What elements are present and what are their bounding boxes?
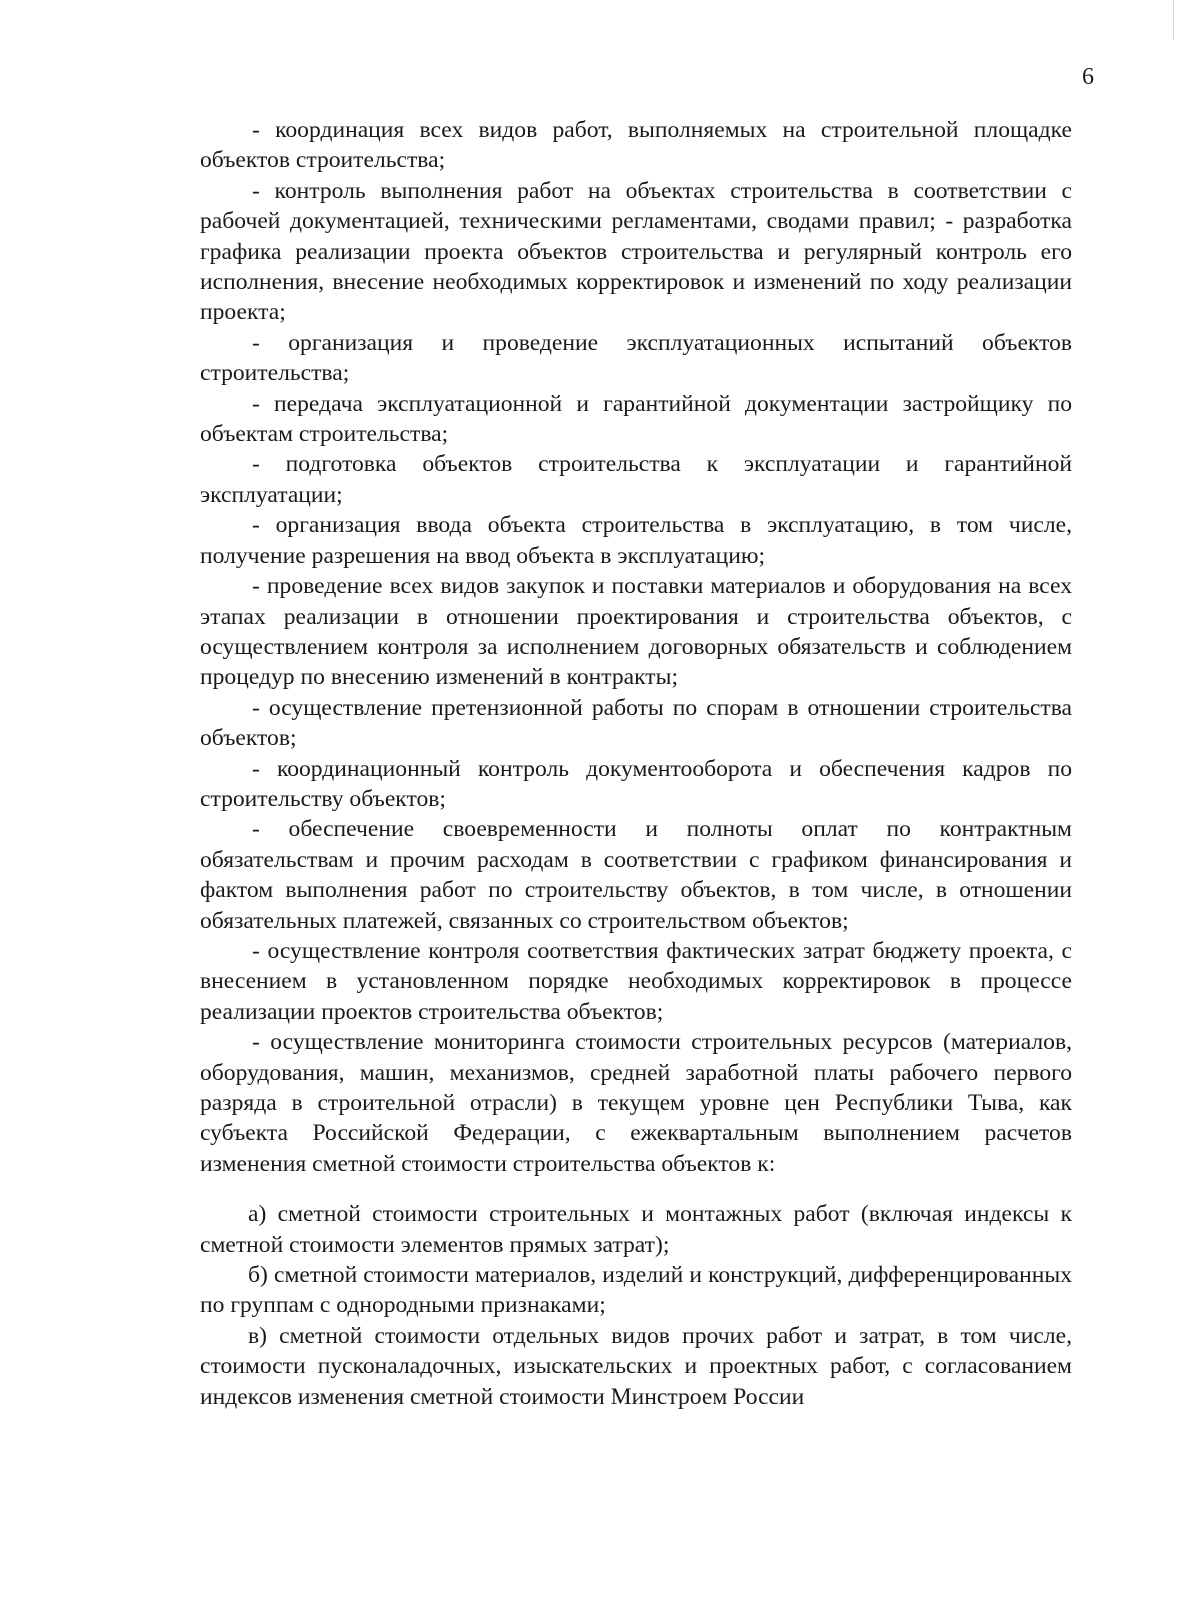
- scan-edge-mark: [1173, 0, 1174, 40]
- sub-item-a: а) сметной стоимости строительных и монтажных работ (включая индексы к сметной стоимости элементов прямых затрат);: [200, 1201, 1072, 1258]
- paragraph-operation-preparation: - подготовка объектов строительства к эксплуатации и гарантийной эксплуатации;: [200, 451, 1072, 508]
- paragraph-budget-control: - осуществление контроля соответствия фактических затрат бюджету проекта, с внесением в установленном порядке необходимых корректировок в процессе реализации проектов строительства объектов;: [200, 937, 1072, 1025]
- sub-item-c: в) сметной стоимости отдельных видов прочих работ и затрат, в том числе, стоимости пусконаладочных, изыскательских и проектных работ, с согласованием индексов изменения сметной стоимости Минстроем России: [200, 1322, 1072, 1410]
- paragraph-operational-tests: - организация и проведение эксплуатационных испытаний объектов строительства;: [200, 329, 1072, 387]
- paragraph-document-flow: - координационный контроль документооборота и обеспечения кадров по строительству объектов;: [200, 755, 1072, 812]
- paragraph-cost-monitoring: - осуществление мониторинга стоимости строительных ресурсов (материалов, оборудования, машин, механизмов, средней заработной платы рабочего первого разряда в строительной отрасли) в текущем уровне цен Республики Тыва, как субъекта Российской Федерации, с ежеквартальным выполнением расчетов изменения сметной стоимости строительства объектов к:: [200, 1029, 1072, 1177]
- paragraph-work-control: - контроль выполнения работ на объектах строительства в соответствии с рабочей документацией, техническими регламентами, сводами правил; - разработка графика реализации проекта объектов строительства и регулярный контроль его исполнения, внесение необходимых корректировок и изменений по ходу реализации проекта;: [200, 177, 1072, 326]
- paragraph-coordination: - координация всех видов работ, выполняемых на строительной площадке объектов строительства;: [200, 117, 1072, 174]
- paragraph-procurement: - проведение всех видов закупок и поставки материалов и оборудования на всех этапах реализации в отношении проектирования и строительства объектов, с осуществлением контроля за исполнением договорных обязательств и соблюдением процедур по внесению изменений в контракты;: [200, 573, 1072, 691]
- paragraph-payments: - обеспечение своевременности и полноты оплат по контрактным обязательствам и прочим расходам в соответствии с графиком финансирования и фактом выполнения работ по строительству объектов, в том числе, в отношении обязательных платежей, связанных со строительством объектов;: [200, 816, 1072, 934]
- paragraph-documentation-transfer: - передача эксплуатационной и гарантийной документации застройщику по объектам строительства;: [200, 390, 1072, 448]
- paragraph-commissioning: - организация ввода объекта строительства в эксплуатацию, в том числе, получение разрешения на ввод объекта в эксплуатацию;: [200, 512, 1072, 569]
- sub-item-b: б) сметной стоимости материалов, изделий и конструкций, дифференцированных по группам с однородными признаками;: [200, 1262, 1072, 1319]
- paragraph-claims: - осуществление претензионной работы по спорам в отношении строительства объектов;: [200, 694, 1072, 752]
- document-body: [200, 115, 1072, 1412]
- page-number: 6: [1082, 64, 1094, 90]
